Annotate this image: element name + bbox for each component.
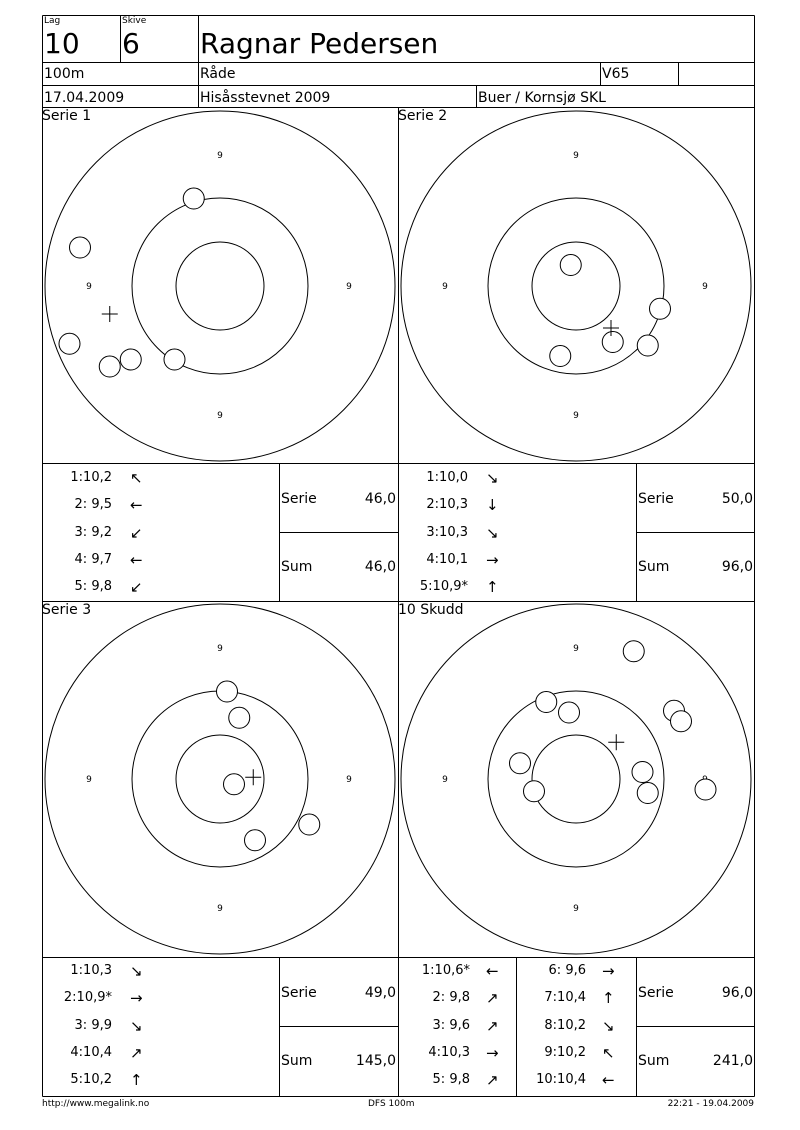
sum-value-3: 145,0 bbox=[355, 1053, 396, 1069]
shot-result-label: 2: 9,8 bbox=[432, 990, 470, 1006]
shot-direction-arrow: ↑ bbox=[130, 1071, 143, 1090]
sum-label-1: Sum bbox=[281, 559, 313, 575]
shot-result-label: 1:10,0 bbox=[426, 470, 468, 485]
serie-label-4: Serie bbox=[638, 985, 674, 1001]
shot-hole bbox=[524, 781, 545, 802]
ring-number-label: 9 bbox=[86, 282, 92, 292]
serie-value-1: 46,0 bbox=[364, 491, 396, 507]
sum-label-3: Sum bbox=[281, 1053, 313, 1069]
shot-direction-arrow: ↘ bbox=[486, 469, 499, 487]
shot-hole bbox=[637, 783, 658, 804]
shot-result-label: 3: 9,2 bbox=[74, 524, 112, 540]
shot-direction-arrow: ↘ bbox=[130, 1016, 143, 1035]
shooter-name: Ragnar Pedersen bbox=[200, 27, 439, 60]
shot-direction-arrow: ↓ bbox=[486, 496, 499, 515]
date: 17.04.2009 bbox=[44, 90, 125, 106]
shot-direction-arrow: ← bbox=[602, 1071, 615, 1090]
shot-direction-arrow: ↘ bbox=[130, 962, 143, 980]
club: Råde bbox=[200, 66, 236, 82]
sum-value-1: 46,0 bbox=[364, 559, 396, 575]
shot-result-label: 2:10,3 bbox=[426, 497, 468, 513]
footer-url: http://www.megalink.no bbox=[42, 1099, 150, 1109]
mean-impact-cross bbox=[608, 734, 624, 750]
shot-direction-arrow: ↗ bbox=[486, 1016, 499, 1035]
shot-result-label: 5:10,9* bbox=[419, 579, 468, 595]
serie-value-4: 96,0 bbox=[721, 985, 753, 1001]
shot-hole bbox=[632, 762, 653, 783]
sum-label-4: Sum bbox=[638, 1053, 670, 1069]
shot-direction-arrow: → bbox=[486, 1043, 499, 1062]
shot-hole bbox=[623, 641, 644, 662]
shot-result-label: 3: 9,6 bbox=[432, 1017, 470, 1033]
shot-result-label: 10:10,4 bbox=[536, 1072, 586, 1088]
shot-result-label: 4: 9,7 bbox=[74, 551, 112, 567]
distance: 100m bbox=[44, 66, 85, 82]
lag-value: 10 bbox=[44, 27, 80, 60]
shot-direction-arrow: ← bbox=[130, 496, 143, 515]
shot-direction-arrow: ↗ bbox=[486, 989, 499, 1008]
shot-direction-arrow: ↘ bbox=[602, 1016, 615, 1035]
shot-result-label: 2:10,9* bbox=[63, 990, 112, 1006]
shot-result-label: 3:10,3 bbox=[426, 524, 468, 540]
shot-hole bbox=[510, 753, 531, 774]
lag-label: Lag bbox=[44, 16, 61, 26]
shot-hole bbox=[671, 711, 692, 732]
shot-result-label: 1:10,2 bbox=[70, 470, 112, 485]
ring-number-label: 9 bbox=[573, 644, 579, 654]
target-ring bbox=[532, 735, 620, 823]
shot-direction-arrow: ↙ bbox=[130, 578, 143, 597]
serie-value-2: 50,0 bbox=[721, 491, 753, 507]
shot-direction-arrow: → bbox=[130, 989, 143, 1008]
ring-number-label: 9 bbox=[702, 282, 708, 292]
shot-direction-arrow: ← bbox=[486, 962, 499, 980]
shot-result-label: 3: 9,9 bbox=[74, 1017, 112, 1033]
ring-number-label: 9 bbox=[346, 282, 352, 292]
sum-value-2: 96,0 bbox=[721, 559, 753, 575]
shot-direction-arrow: ↗ bbox=[130, 1043, 143, 1062]
event: Hisåsstevnet 2009 bbox=[200, 90, 331, 106]
shot-result-label: 5: 9,8 bbox=[432, 1072, 470, 1088]
shot-direction-arrow: → bbox=[602, 962, 615, 980]
location: Buer / Kornsjø SKL bbox=[478, 90, 606, 106]
shot-result-label: 9:10,2 bbox=[544, 1044, 586, 1060]
shot-result-label: 4:10,1 bbox=[426, 551, 468, 567]
shot-result-label: 2: 9,5 bbox=[74, 497, 112, 513]
sum-label-2: Sum bbox=[638, 559, 670, 575]
shot-direction-arrow: ↖ bbox=[602, 1043, 615, 1062]
shot-result-label: 5: 9,8 bbox=[74, 579, 112, 595]
shot-result-label: 7:10,4 bbox=[544, 990, 586, 1006]
target-ring bbox=[401, 604, 751, 954]
serie-label-2: Serie bbox=[638, 491, 674, 507]
shot-result-label: 6: 9,6 bbox=[548, 963, 586, 978]
shot-result-label: 8:10,2 bbox=[544, 1017, 586, 1033]
serie-label-1: Serie bbox=[281, 491, 317, 507]
panel-title-serie-3: Serie 3 bbox=[42, 602, 92, 618]
shot-result-label: 4:10,4 bbox=[70, 1044, 112, 1060]
shot-direction-arrow: → bbox=[486, 550, 499, 569]
panel-title-serie-1: Serie 1 bbox=[42, 108, 92, 124]
ring-number-label: 9 bbox=[217, 904, 223, 914]
class: V65 bbox=[602, 66, 630, 82]
footer-app: DFS 100m bbox=[368, 1099, 415, 1109]
serie-value-3: 49,0 bbox=[364, 985, 396, 1001]
shot-hole bbox=[695, 779, 716, 800]
shot-direction-arrow: ↑ bbox=[486, 578, 499, 597]
shot-direction-arrow: ↗ bbox=[486, 1071, 499, 1090]
ring-number-label: 9 bbox=[442, 282, 448, 292]
shot-direction-arrow: ← bbox=[130, 550, 143, 569]
skive-value: 6 bbox=[122, 27, 140, 60]
serie-label-3: Serie bbox=[281, 985, 317, 1001]
shot-result-label: 5:10,2 bbox=[70, 1072, 112, 1088]
shot-result-label: 1:10,3 bbox=[70, 963, 112, 978]
shot-direction-arrow: ↘ bbox=[486, 523, 499, 542]
shot-result-label: 4:10,3 bbox=[428, 1044, 470, 1060]
panel-title-10-skudd: 10 Skudd bbox=[398, 602, 464, 618]
shot-hole bbox=[536, 692, 557, 713]
ring-number-label: 9 bbox=[573, 151, 579, 161]
ring-number-label: 9 bbox=[86, 775, 92, 785]
ring-number-label: 9 bbox=[573, 411, 579, 421]
footer-timestamp: 22:21 - 19.04.2009 bbox=[667, 1099, 754, 1109]
ring-number-label: 9 bbox=[573, 904, 579, 914]
shot-hole bbox=[559, 702, 580, 723]
ring-number-label: 9 bbox=[217, 644, 223, 654]
shot-direction-arrow: ↙ bbox=[130, 523, 143, 542]
shot-direction-arrow: ↑ bbox=[602, 989, 615, 1008]
panel-title-serie-2: Serie 2 bbox=[398, 108, 448, 124]
ring-number-label: 9 bbox=[217, 151, 223, 161]
ring-number-label: 9 bbox=[346, 775, 352, 785]
ring-number-label: 9 bbox=[442, 775, 448, 785]
shot-direction-arrow: ↖ bbox=[130, 469, 143, 487]
ring-number-label: 9 bbox=[217, 411, 223, 421]
sum-value-4: 241,0 bbox=[712, 1053, 753, 1069]
shot-result-label: 1:10,6* bbox=[421, 963, 470, 978]
skive-label: Skive bbox=[122, 16, 147, 26]
